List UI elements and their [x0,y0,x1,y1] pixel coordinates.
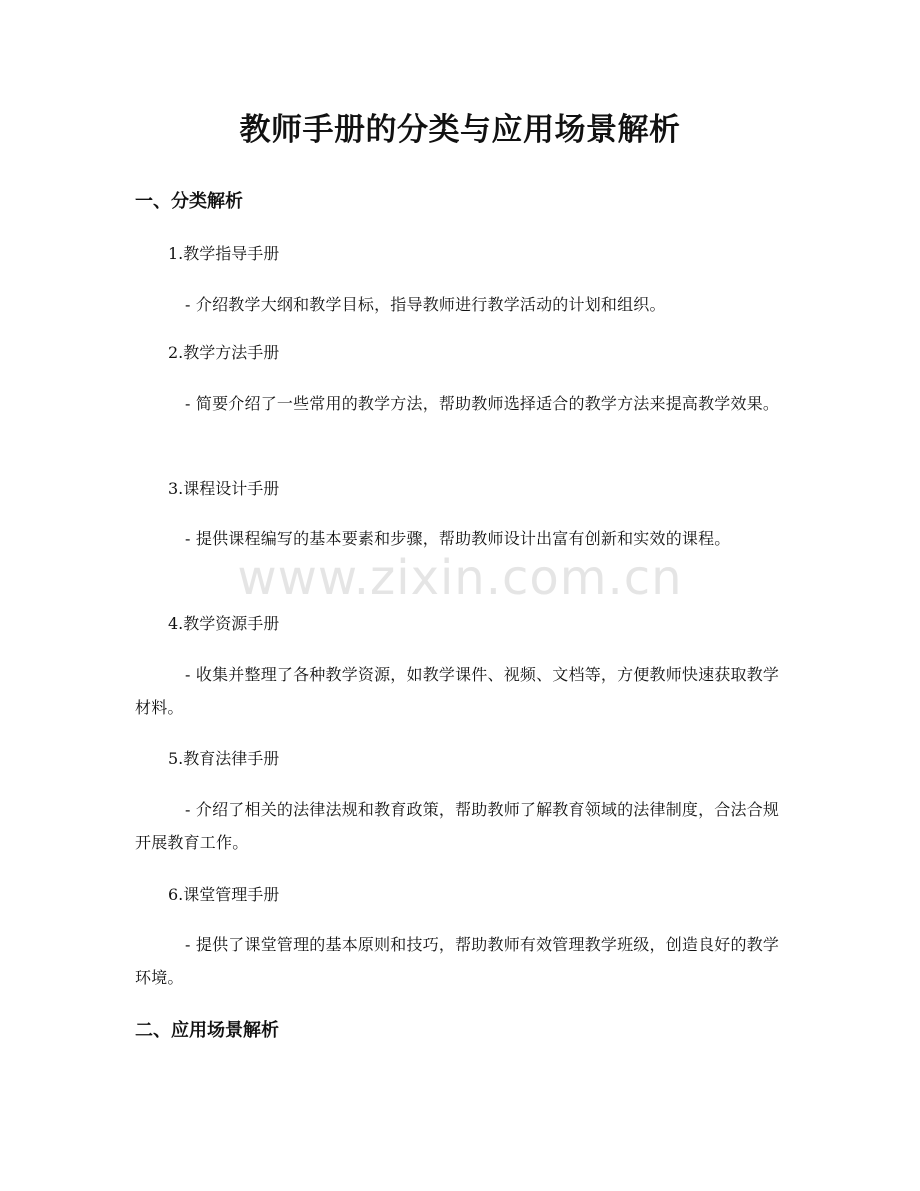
section-heading-classification: 一、分类解析 [135,191,243,212]
item-title-1: 1.教学指导手册 [168,244,280,263]
section-heading-application: 二、应用场景解析 [135,1020,279,1041]
item-title-5: 5.教育法律手册 [168,749,280,768]
item-desc-4: - 收集并整理了各种教学资源，如教学课件、视频、文档等，方便教师快速获取教学材料。 [135,665,780,717]
item-desc-6: - 提供了课堂管理的基本原则和技巧，帮助教师有效管理教学班级，创造良好的教学环境。 [135,935,780,987]
item-title-2: 2.教学方法手册 [168,343,280,362]
item-title-3: 3.课程设计手册 [168,479,280,498]
item-desc-2: - 简要介绍了一些常用的教学方法，帮助教师选择适合的教学方法来提高教学效果。 [185,394,780,413]
item-desc-5: - 介绍了相关的法律法规和教育政策，帮助教师了解教育领域的法律制度，合法合规开展教育工作。 [135,800,780,852]
item-desc-3: - 提供课程编写的基本要素和步骤，帮助教师设计出富有创新和实效的课程。 [185,529,731,548]
watermark: www.zixin.com.cn [237,550,683,606]
item-title-6: 6.课堂管理手册 [168,885,280,904]
item-title-4: 4.教学资源手册 [168,614,280,633]
document-title: 教师手册的分类与应用场景解析 [239,112,681,148]
item-desc-1: - 介绍教学大纲和教学目标，指导教师进行教学活动的计划和组织。 [185,295,666,314]
